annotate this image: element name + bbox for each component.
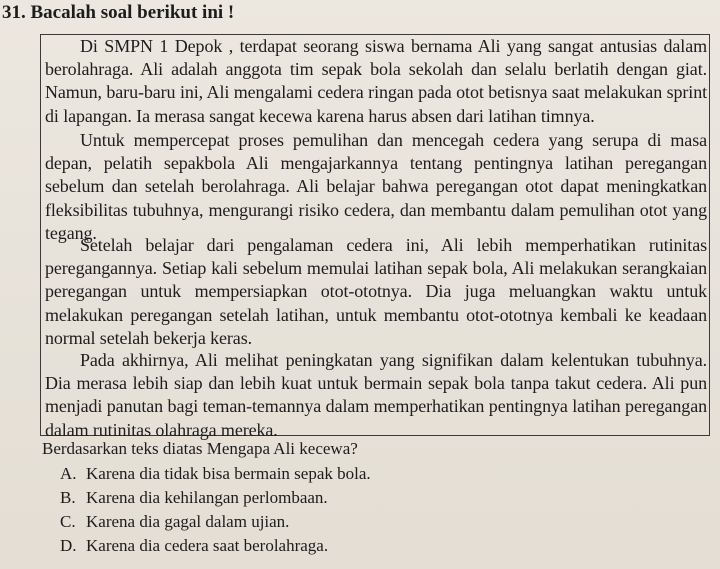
- option-letter: D.: [60, 536, 77, 555]
- option-letter: C.: [60, 512, 76, 531]
- answer-option-d[interactable]: [60, 534, 371, 558]
- passage-paragraph-4: Pada akhirnya, Ali melihat peningkatan yang signifikan dalam kelentukan tubuhnya. Dia merasa lebih siap dan lebih kuat untuk bermain sepak bola tanpa takut cedera. Ali pun menjadi panutan bagi teman-temannya dalam memperhatikan pentingnya latihan peregangan dalam rutinitas olahraga mereka.: [45, 350, 707, 440]
- option-text: Karena dia cedera saat berolahraga.: [86, 536, 329, 555]
- question-title: 31. Bacalah soal berikut ini !: [2, 2, 235, 23]
- question-prompt: Berdasarkan teks diatas Mengapa Ali kecewa?: [42, 439, 358, 458]
- answer-options: [60, 462, 371, 558]
- answer-option-b[interactable]: [60, 486, 371, 510]
- passage-paragraph-2: Untuk mempercepat proses pemulihan dan mencegah cedera yang serupa di masa depan, pelatih sepakbola Ali mengajarkannya tentang pentingnya latihan peregangan sebelum dan setelah berolahraga. Ali belajar bahwa peregangan otot dapat meningkatkan fleksibilitas tubuhnya, mengurangi risiko cedera, dan membantu dalam pemulihan otot yang tegang.: [45, 130, 707, 243]
- answer-option-a[interactable]: [60, 462, 371, 486]
- passage-paragraph-3: Setelah belajar dari pengalaman cedera ini, Ali lebih memperhatikan rutinitas peregangannya. Setiap kali sebelum memulai latihan sepak bola, Ali melakukan serangkaian peregangan untuk mempersiapkan otot-ototnya. Dia juga meluangkan waktu untuk melakukan peregangan setelah latihan, untuk membantu otot-ototnya kembali ke keadaan normal setelah bekerja keras.: [45, 235, 707, 348]
- answer-option-c[interactable]: [60, 510, 371, 534]
- option-text: Karena dia kehilangan perlombaan.: [86, 488, 328, 507]
- passage-paragraph-1: Di SMPN 1 Depok , terdapat seorang siswa bernama Ali yang sangat antusias dalam berolahraga. Ali adalah anggota tim sepak bola sekolah dan selalu berlatih dengan giat. Namun, baru-baru ini, Ali mengalami cedera ringan pada otot betisnya saat melakukan sprint di lapangan. Ia merasa sangat kecewa karena harus absen dari latihan timnya.: [45, 36, 707, 126]
- option-letter: A.: [60, 464, 77, 483]
- option-text: Karena dia gagal dalam ujian.: [86, 512, 290, 531]
- option-letter: B.: [60, 488, 76, 507]
- reading-passage-box: [40, 34, 710, 440]
- option-text: Karena dia tidak bisa bermain sepak bola.: [86, 464, 371, 483]
